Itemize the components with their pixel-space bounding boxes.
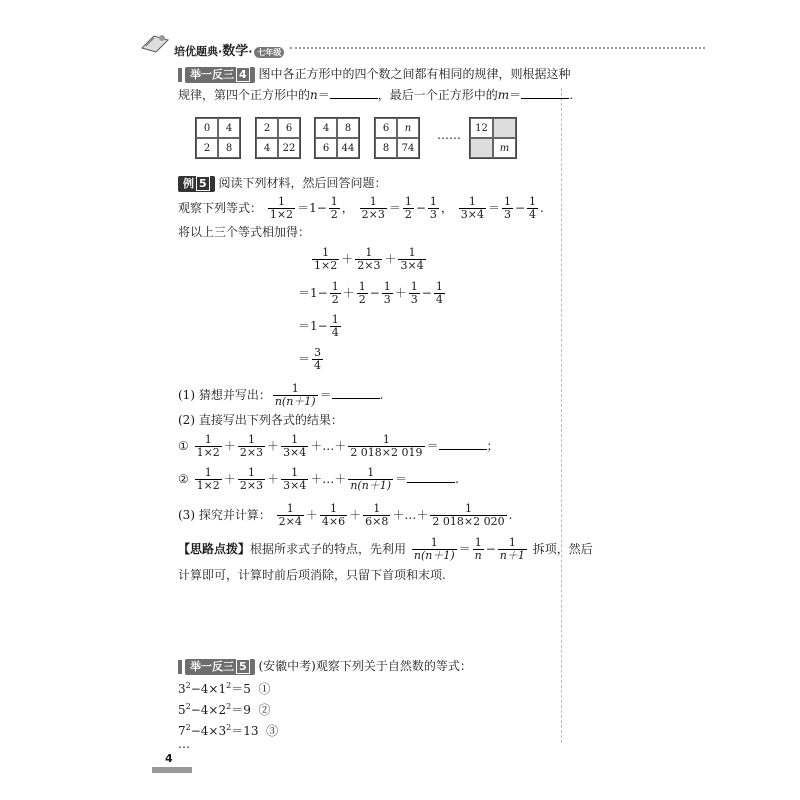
square-2: 2 6 4 22 bbox=[255, 117, 301, 159]
exercise-4-line1: 举一反三 4 图中各正方形中的四个数之间都有相同的规律，则根据这种 bbox=[178, 64, 571, 84]
equation-row: $3^2-4\times 1^2=5$ ① bbox=[178, 681, 271, 696]
sum-line-1: $\frac{1}{1\times 2}$ ＋ $\frac{1}{2\times 3}$ ＋ $\frac{1}{3\times 4}$ bbox=[314, 246, 424, 272]
sum-line-4: ＝ $\frac{3}{4}$ bbox=[298, 346, 322, 372]
example-5-heading: 例 5 阅读下列材料，然后回答问题： bbox=[178, 173, 387, 193]
sum-line-2: ＝1− $\frac{1}{2}$ ＋ $\frac{1}{2}$ − $\frac{1}{3}$ ＋ $\frac{1}{3}$ − $\frac{1}{4}$ bbox=[298, 280, 443, 306]
book-logo-icon bbox=[140, 30, 170, 56]
grade-badge: 七年级 bbox=[254, 47, 284, 58]
answer-blank bbox=[332, 386, 380, 399]
equation-row: $5^2-4\times 2^2=9$ ② bbox=[178, 702, 271, 717]
hint-line-1: 【思路点拨】根据所求式子的特点，先利用 $\frac{1}{n(n+1)}$ ＝ $\frac{1}{n}$ − $\frac{1}{n+1}$ 拆项，然后 bbox=[178, 536, 593, 562]
continuation-dots: … bbox=[178, 737, 190, 751]
answer-blank bbox=[439, 437, 487, 450]
add-text: 将以上三个等式相加得： bbox=[178, 225, 311, 239]
margin-line bbox=[561, 88, 562, 743]
exercise-tag: 举一反三 4 bbox=[185, 67, 255, 83]
exercise-tag: 举一反三 5 bbox=[185, 659, 255, 675]
equation-row: $7^2-4\times 3^2=13$ ③ bbox=[178, 723, 279, 738]
book-title: 培优题典·数学· 七年级 bbox=[174, 40, 284, 59]
tag-bar bbox=[178, 68, 182, 82]
page-number-bar bbox=[152, 767, 192, 773]
question-2: (2) 直接写出下列各式的结果： bbox=[178, 413, 343, 427]
page-number: 4 bbox=[165, 752, 173, 765]
tag-bar bbox=[178, 660, 182, 674]
hint-line-2: 计算即可，计算时前后项消除，只留下首项和末项. bbox=[178, 568, 446, 582]
question-1: (1) 猜想并写出： $\frac{1}{n(n+1)}$ ＝ . bbox=[178, 382, 384, 408]
ellipsis: …… bbox=[437, 128, 461, 142]
sum-line-3: ＝1− $\frac{1}{4}$ bbox=[298, 313, 339, 339]
observe-equations: 观察下列等式： $\frac{1}{1\times 2}$ ＝1− $\frac{1}{2}$ ， $\frac{1}{2\times 3}$ ＝ $\frac{1}{2}$ − $\frac{1}{3}$ ， $\frac{1}{3\times 4}$ ＝ $\frac{1}{3}$ − $\frac{1}{4}$ . bbox=[178, 195, 544, 221]
example-tag: 例 5 bbox=[178, 176, 215, 192]
answer-blank bbox=[407, 470, 455, 483]
answer-blank bbox=[330, 86, 378, 99]
square-last: 12 m bbox=[469, 117, 517, 159]
question-2a: ① $\frac{1}{1\times 2}$ ＋ $\frac{1}{2\times 3}$ ＋ $\frac{1}{3\times 4}$ ＋…＋ $\frac{1}{2 018\times 2 019}$ ＝ ； bbox=[178, 433, 499, 459]
question-3: (3) 探究并计算： $\frac{1}{2\times 4}$ ＋ $\frac{1}{4\times 6}$ ＋ $\frac{1}{6\times 8}$ ＋…＋ $\frac{1}{2 018\times 2 020}$ . bbox=[178, 502, 513, 528]
square-4: 6 n 8 74 bbox=[374, 117, 420, 159]
question-2b: ② $\frac{1}{1\times 2}$ ＋ $\frac{1}{2\times 3}$ ＋ $\frac{1}{3\times 4}$ ＋…＋ $\frac{1}{n(n+1)}$ ＝ . bbox=[178, 466, 459, 492]
header-dotted-rule bbox=[290, 47, 705, 49]
square-1: 0 4 2 8 bbox=[195, 117, 241, 159]
exercise-4-line2: 规律，第四个正方形中的n＝ ，最后一个正方形中的m＝ . bbox=[178, 88, 574, 102]
answer-blank bbox=[521, 86, 569, 99]
square-3: 4 8 6 44 bbox=[314, 117, 360, 159]
page-header bbox=[140, 36, 580, 58]
exercise-5-heading: 举一反三 5 (安徽中考)观察下列关于自然数的等式： bbox=[178, 656, 472, 676]
